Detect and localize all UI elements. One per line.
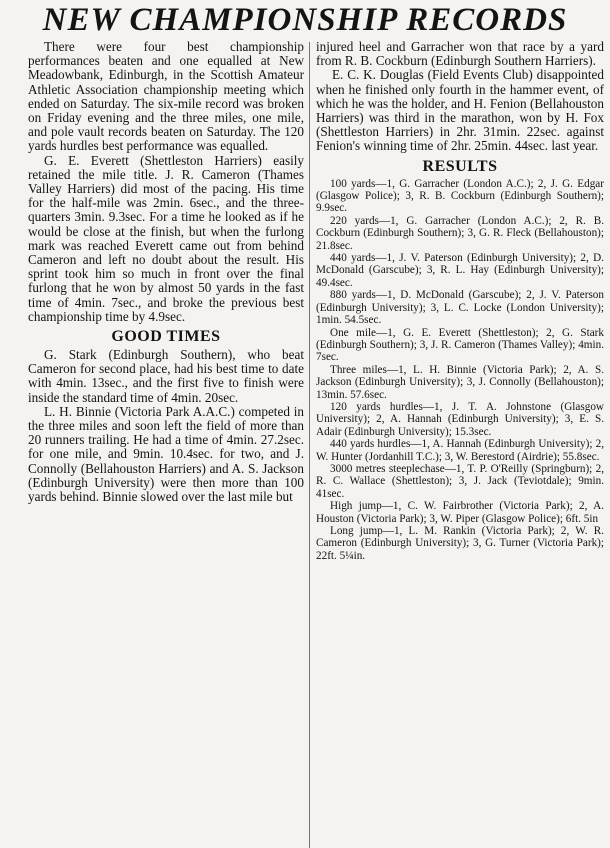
article-paragraph: injured heel and Garracher won that race by a yard from R. B. Cockburn (Edinburgh Southern Harriers).: [316, 39, 604, 69]
result-entry: 100 yards—1, G. Garracher (London A.C.); 2, J. G. Edgar (Glasgow Police); 3, R. B. Cockburn (Edinburgh Southern); 9.9sec.: [316, 177, 604, 215]
result-entry: High jump—1, C. W. Fairbrother (Victoria Park); 2, A. Houston (Victoria Park); 3, W. Piper (Glasgow Police); 6ft. 5in: [316, 500, 604, 525]
column-divider: [309, 42, 310, 848]
article-paragraph: G. Stark (Edinburgh Southern), who beat Cameron for second place, had his best time to date with 4min. 13sec., and the first five to finish were inside the standard time of 4min. 20sec.: [28, 347, 304, 405]
headline: NEW CHAMPIONSHIP RECORDS: [42, 2, 568, 38]
right-column: [316, 40, 604, 562]
article-paragraph: L. H. Binnie (Victoria Park A.A.C.) competed in the three miles and soon left the field of more than 20 runners trailing. He had a time of 4min. 27.2sec. for one mile, and 9min. 10.4sec. for two, and J. Connolly (Bellahouston Harriers) and A. S. Jackson (Edinburgh University) were then more than 100 yards behind. Binnie slowed over the last mile but: [28, 403, 304, 505]
left-column: [28, 40, 304, 504]
subheading: GOOD TIMES: [111, 328, 221, 346]
article-paragraph: There were four best championship performances beaten and one equalled at New Meadowbank, Edinburgh, in the Scottish Amateur Athletic Association championship meeting which ended on Saturday. The six-mile record was broken on Friday evening and the three miles, one mile, and pole vault records beaten on Saturday. The 120 yards hurdles best performance was equalled.: [28, 39, 304, 154]
result-entry: 3000 metres steeplechase—1, T. P. O'Reilly (Springburn); 2, R. C. Wallace (Shettleston); 3, J. Jack (Teviotdale); 9min. 41sec.: [316, 462, 604, 500]
results-list: [316, 178, 604, 563]
results-heading: RESULTS: [422, 157, 498, 175]
result-entry: 120 yards hurdles—1, J. T. A. Johnstone (Glasgow University); 2, A. Hannah (Edinburgh University); 3, E. S. Adair (Edinburgh University); 15.3sec.: [316, 400, 604, 438]
article-paragraph: G. E. Everett (Shettleston Harriers) easily retained the mile title. J. R. Cameron (Thames Valley Harriers) did most of the pacing. His time for the half-mile was 2min. 6sec., and the three-quarters 3min. 9.3sec. For a time he looked as if he would be close at the finish, but when the furlong mark was reached Everett came out from behind Cameron and left no doubt about the result. His sprint took him so much in front over the final furlong that he won by almost 50 yards in the fast time of 4min. 7sec., and broke the previous best championship time by 4.9sec.: [28, 152, 304, 324]
result-entry: 440 yards—1, J. V. Paterson (Edinburgh University); 2, D. McDonald (Garscube); 3, R. L. Hay (Edinburgh University); 49.4sec.: [316, 252, 604, 289]
article-paragraph: E. C. K. Douglas (Field Events Club) disappointed when he finished only fourth in the hammer event, of which he was the holder, and H. Fenion (Bellahouston Harriers) was third in the marathon, won by H. Fox (Shettleston Harriers) in 2hr. 31min. 22sec. against Fenion's winning time of 2hr. 25min. 44sec. last year.: [316, 67, 604, 154]
result-entry: One mile—1, G. E. Everett (Shettleston); 2, G. Stark (Edinburgh Southern); 3, J. R. Cameron (Thames Valley); 4min. 7sec.: [316, 326, 604, 364]
result-entry: 220 yards—1, G. Garracher (London A.C.); 2, R. B. Cockburn (Edinburgh Southern); 3, G. R. Fleck (Bellahouston); 21.8sec.: [316, 214, 604, 252]
result-entry: Three miles—1, L. H. Binnie (Victoria Park); 2, A. S. Jackson (Edinburgh University); 3, J. Connolly (Bellahouston); 13min. 57.6sec.: [316, 363, 604, 401]
result-entry: 440 yards hurdles—1, A. Hannah (Edinburgh University); 2, W. Hunter (Jordanhill T.C.); 3, W. Berestord (Airdrie); 55.8sec.: [316, 438, 604, 463]
result-entry: 880 yards—1, D. McDonald (Garscube); 2, J. V. Paterson (Edinburgh University); 3, L. C. Locke (London University); 1min. 54.5sec.: [316, 289, 604, 327]
result-entry: Long jump—1, L. M. Rankin (Victoria Park); 2, W. R. Cameron (Edinburgh University); 3, G. Turner (Victoria Park); 22ft. 5¼in.: [316, 525, 604, 562]
